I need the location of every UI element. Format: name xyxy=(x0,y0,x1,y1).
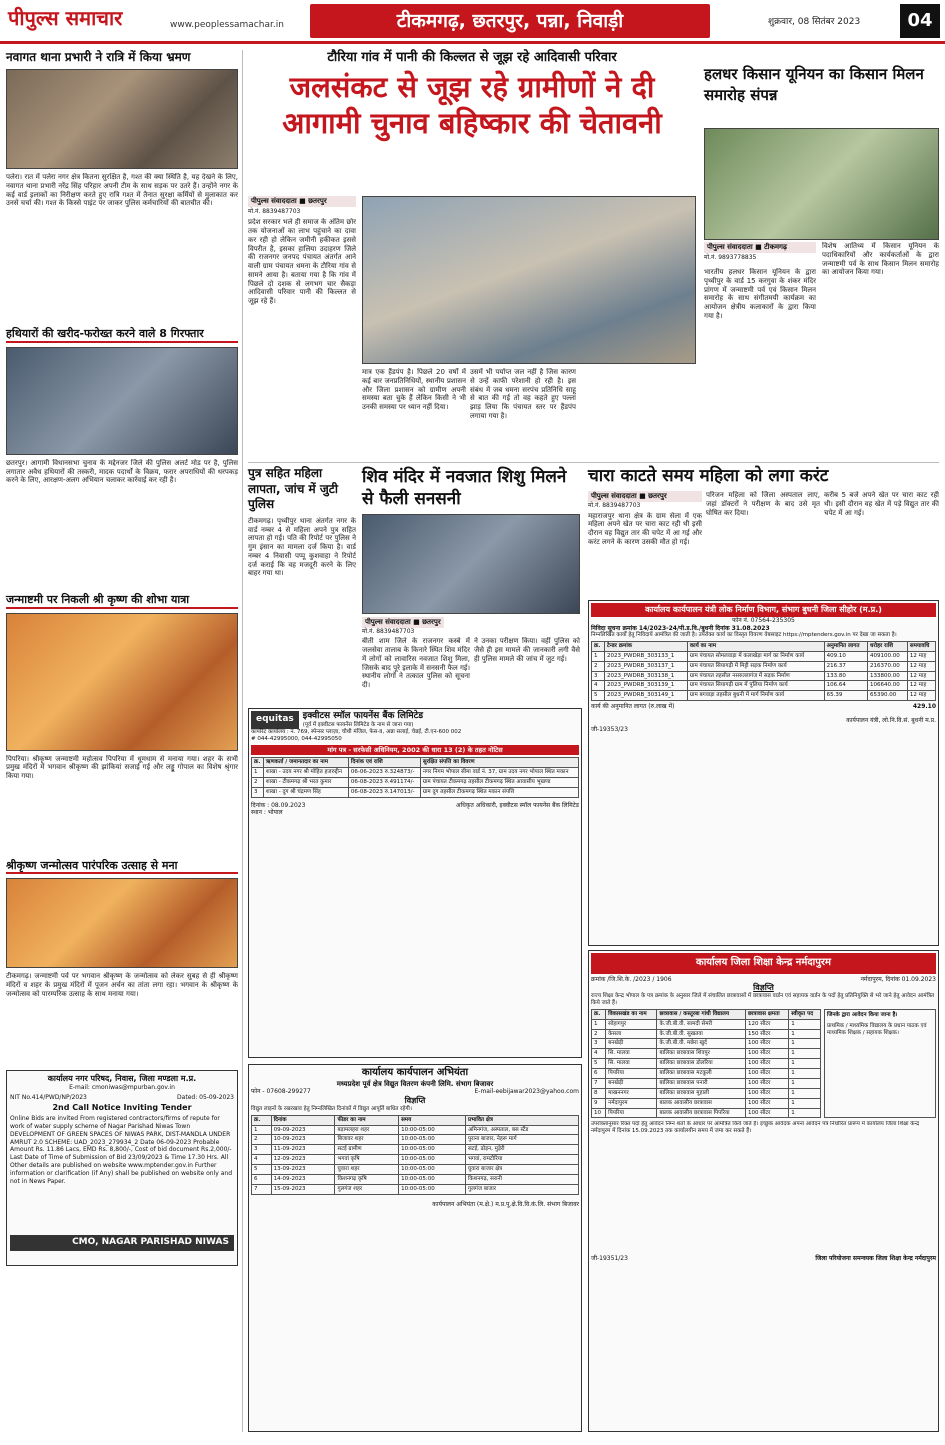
right-text-2: विशेष आतिथ्य में किसान यूनियन के पदाधिकारियों और कार्यकर्ताओं के द्वारा जन्माष्टमी पर्व के साथ किसान मिलन समारोह का आयोजन किया गया। xyxy=(822,242,939,277)
pwd-footer: जी-19353/23 xyxy=(591,726,628,734)
edu-table-cell: माखननगर xyxy=(606,1088,657,1098)
edu-table-cell: सि. मालवा xyxy=(606,1049,657,1059)
pwd-table-header-5: समयावधि xyxy=(907,641,935,651)
equitas-table-row xyxy=(252,767,579,777)
edu-table-cell: 150 सीटर xyxy=(746,1029,789,1039)
niwas-title: कार्यालय नगर परिषद, निवास, जिला मण्डला म.प्र. xyxy=(47,1074,197,1084)
edu-table-cell: बालिका छात्रावास शिवपुर xyxy=(657,1049,746,1059)
lead-text: प्रदेश सरकार भले ही समाज के अंतिम छोर तक योजनाओं का लाभ पहुंचाने का दावा कर रही हो लेकिन जमीनी हकीकत इससे विपरीत है, इसका हालिया उदाहरण जिले की राजनगर जनपद पंचायत अंतर्गत आने वाली ग्राम पंचायत धमना के टौरिया गांव से सामने आया है। बताया गया है कि गांव में पिछले दो दशक से लगभग चार सैकड़ा आदिवासी परिवार पानी की किल्लत से जूझ रहे हैं। xyxy=(248,218,356,305)
edu-table-cell: 120 सीटर xyxy=(746,1019,789,1029)
pwd-table-cell: 409100.00 xyxy=(868,651,908,661)
mpeb-table-cell: 15-09-2023 xyxy=(271,1184,335,1194)
niwas-sign: CMO, NAGAR PARISHAD NIWAS xyxy=(10,1235,234,1250)
edu-table-cell: 3 xyxy=(592,1039,606,1049)
niwas-nit: NIT No.414/PWD/NP/2023 xyxy=(10,1093,87,1101)
edu-table-cell: 1 xyxy=(592,1019,606,1029)
edu-table-cell: पिपरिया xyxy=(606,1069,657,1079)
left-column xyxy=(6,50,238,1432)
pwd-table-row xyxy=(592,691,936,701)
edu-date: नर्मदापुरम, दिनांक 01.09.2023 xyxy=(860,975,936,983)
edu-table-cell: 5 xyxy=(592,1059,606,1069)
pwd-table-cell: ग्राम पंचायत सियागढ़ी ग्राम में पुलिया निर्माण कार्य xyxy=(687,681,824,691)
mpeb-table-cell: किशनगढ़, सरानी xyxy=(465,1174,578,1184)
pwd-table-cell: 216.37 xyxy=(824,661,867,671)
pwd-table-cell: 2023_PWDRB_303149_1 xyxy=(604,691,687,701)
mpeb-table-header-2: फीडर का नाम xyxy=(335,1115,399,1125)
equitas-table-cell: नगर निगम भोपाल सीमा वार्ड नं. 37, ग्राम उदय नगर भोपाल स्थित मकान xyxy=(420,767,578,777)
mpeb-table-cell: 4 xyxy=(252,1155,272,1165)
pwd-table-cell: 12 माह xyxy=(907,671,935,681)
current-text-3: करीब 5 बजे अपने खेत पर चारा काट रही थी। इसी दौरान वह खेत में पड़े विद्युत तार की चपेट में आ गई। xyxy=(824,491,939,517)
current-text-2: परिजन महिला को जिला अस्पताल लाए, जहां डॉक्टरों ने परीक्षण के बाद उसे मृत घोषित कर दिया। xyxy=(706,491,820,517)
edu-table xyxy=(591,1009,821,1119)
current-text: महाराजपुर थाना क्षेत्र के ग्राम सेला में एक महिला अपने खेत पर चारा काट रही थी इसी दौरान वह विद्युत तार की चपेट में आ गई और करंट लगने के कारण उसकी मौत हो गई। xyxy=(588,511,702,546)
edu-eligible: प्राथमिक / माध्यमिक विद्यालय के प्रधान पाठक एवं माध्यमिक शिक्षक / सहायक शिक्षक। xyxy=(827,1022,927,1036)
niwas-body: Online Bids are invited From registered contractors/firms of repute for work of water supply scheme of Nagar Parishad Niwas Town DEVELOPMENT OF GREEN SPACES OF NIWAS PARK, DIST-MANDLA UNDER AMRUT 2.0 SCHEME: UAD_2023_279934_2 Date 06-09-2023 Probable Amount Rs. 11.86 Lacs, EMD Rs. 8,800/-, Cost of bid document Rs.2,000/- Last Date of Time of Submission of Bid 23/09/2023 & Time 17.30 Hrs. All Other details are published on website www.mptender.gov.in Further information or clarification (if Any) shall be published on website only and not in News Paper. xyxy=(10,1115,233,1185)
pwd-table-cell: 106.64 xyxy=(824,681,867,691)
mpeb-phone: फोन - 07608-299277 xyxy=(251,1088,311,1096)
current-byline: पीपुल्स संवाददाता ■ छतरपुर xyxy=(588,491,702,502)
edu-table-cell: 1 xyxy=(789,1078,821,1088)
edu-table-cell: 2 xyxy=(592,1029,606,1039)
edu-table-header-1: विकासखंड का नाम xyxy=(606,1009,657,1019)
current-mobile: मो.नं. 8839487703 xyxy=(588,502,641,509)
lead-text-3: उसमें भी पर्याप्त जल नहीं है जिस कारण से उन्हें काफी परेशानी हो रही है। इस संबंध में जब धमना सरपंच प्रतिनिधि साहू से बात की गई तो वह कहते हुए पल्ला झाड़ लिया कि पंचायत स्तर पर हैंडपंप लगाया गया है। xyxy=(470,368,576,420)
edu-table-cell: 1 xyxy=(789,1108,821,1118)
right-mobile: मो.नं. 9893778835 xyxy=(704,253,757,261)
story2-photo xyxy=(6,347,238,455)
mpeb-table-cell: 10:00-05:00 xyxy=(399,1155,466,1165)
lead-text-2: मात्र एक हैंडपंप है। पिछले 20 वर्षों में कई बार जनप्रतिनिधियों, स्थानीय प्रशासन और जिला प्रशासन को ग्रामीण अपनी समस्या बता चुके हैं लेकिन किसी ने भी उनकी समस्या पर ध्यान नहीं दिया। xyxy=(362,368,466,411)
mpeb-title: कार्यालय कार्यपालन अभियंता xyxy=(361,1067,469,1078)
edu-table-row xyxy=(592,1098,821,1108)
equitas-title: इक्वीटस स्मॉल फायनेंस बैंक लिमिटेड xyxy=(302,711,424,721)
story3-text: पिपरिया। श्रीकृष्ण जन्माष्टमी महोत्सव पिपरिया में धूमधाम से मनाया गया। शहर के सभी प्रमुख मंदिरों में भगवान श्रीकृष्ण की झांकियां सजाई गई और लड्डू गोपाल का विशेष श्रृंगार किया गया। xyxy=(6,754,238,780)
equitas-table-cell: 3 xyxy=(252,787,264,797)
equitas-section: मांग पत्र - सरफेसी अधिनियम, 2002 की धारा 13 (2) के तहत नोटिस xyxy=(251,745,579,755)
pwd-table-cell: 12 माह xyxy=(907,681,935,691)
pwd-table-cell: 133.80 xyxy=(824,671,867,681)
mpeb-table-cell: 09-09-2023 xyxy=(271,1125,335,1135)
mpeb-table-cell: 10:00-05:00 xyxy=(399,1135,466,1145)
shiv-photo xyxy=(362,514,580,614)
mpeb-table-cell: 10:00-05:00 xyxy=(399,1184,466,1194)
pwd-table-cell: 12 माह xyxy=(907,691,935,701)
story1-photo xyxy=(6,69,238,169)
edu-table-row xyxy=(592,1088,821,1098)
edu-table-cell: 1 xyxy=(789,1019,821,1029)
pwd-table-header-3: अनुमानित लागत xyxy=(824,641,867,651)
equitas-place: स्थान : भोपाल xyxy=(251,809,283,816)
missing-story xyxy=(248,466,356,695)
edu-table-cell: 1 xyxy=(789,1069,821,1079)
mpeb-table-cell: 10:00-05:00 xyxy=(399,1165,466,1175)
edu-table-cell: पिपरिया xyxy=(606,1108,657,1118)
edu-table-cell: 4 xyxy=(592,1049,606,1059)
mpeb-table-cell: अमिनगंज, अस्पताल, बस स्टैंड xyxy=(465,1125,578,1135)
mpeb-sub: मध्यप्रदेश पूर्व क्षेत्र विद्युत वितरण कंपनी लिमि. संभाग बिजावर xyxy=(336,1079,494,1088)
pwd-total-label: कार्य की अनुमानित लागत (रु.लाख में) xyxy=(591,703,675,711)
mpeb-table-cell: 13-09-2023 xyxy=(271,1165,335,1175)
edu-table-cell: 10 xyxy=(592,1108,606,1118)
lead-kicker: टौरिया गांव में पानी की किल्लत से जूझ रहे आदिवासी परिवार xyxy=(327,50,617,65)
pwd-title: कार्यालय कार्यपालन यंत्री लोक निर्माण विभाग, संभाग बुधनी जिला सीहोर (म.प्र.) xyxy=(591,603,936,617)
edu-table-cell: 1 xyxy=(789,1049,821,1059)
pwd-table-cell: 2023_PWDRB_303137_1 xyxy=(604,661,687,671)
edu-footer: जी-19351/23 xyxy=(591,1255,628,1263)
shiv-byline: पीपुल्स संवाददाता ■ छतरपुर xyxy=(362,617,444,628)
edu-table-row xyxy=(592,1019,821,1029)
edu-ad xyxy=(588,950,939,1432)
pwd-phone: फोन नं. 07564-235305 xyxy=(732,617,795,624)
masthead xyxy=(0,0,945,44)
pwd-table-row xyxy=(592,651,936,661)
pwd-table-cell: ग्राम बगवाड़ा तहसील बुधनी में मार्ग निर्माण कार्य xyxy=(687,691,824,701)
mpeb-table-cell: गुलगंज शहर xyxy=(335,1184,399,1194)
equitas-table-row xyxy=(252,787,579,797)
edu-table-cell: 1 xyxy=(789,1059,821,1069)
mpeb-table-row xyxy=(252,1174,579,1184)
shiv-mobile: मो.नं. 8839487703 xyxy=(362,627,415,635)
missing-text: टीकमगढ़। पृथ्वीपुर थाना अंतर्गत नगर के वार्ड नम्बर 4 से महिला अपने पुत्र सहित लापता हो गई। पति की रिपोर्ट पर पुलिस ने गुम इंसान का मामला दर्ज किया है। वार्ड नम्बर 4 निवासी पप्पू कुशवाहा ने रिपोर्ट दर्ज कराई कि वह मजदूरी करने के लिए बाहर गया था। xyxy=(248,516,356,578)
equitas-date: दिनांक : 08.09.2023 xyxy=(251,801,306,809)
mpeb-table-cell: 1 xyxy=(252,1125,272,1135)
pwd-table-cell: 133800.00 xyxy=(868,671,908,681)
niwas-tender-ad xyxy=(6,1070,238,1266)
mpeb-sign: कार्यपालन अभियंता (म.क्षे.) म.प्र.पू.क्षे.वि.वि.कं.लि. संभाग बिजावर xyxy=(432,1200,579,1208)
equitas-table-cell: 1 xyxy=(252,767,264,777)
edu-table-cell: 100 सीटर xyxy=(746,1078,789,1088)
edu-title: कार्यालय जिला शिक्षा केन्द्र नर्मदापुरम xyxy=(591,953,936,974)
edu-table-cell: बालक आवासीय छात्रावास पिपरिया xyxy=(657,1108,746,1118)
mpeb-table-cell: सटई, ढोड़न, मुड़ेरी xyxy=(465,1145,578,1155)
edu-table-cell: 1 xyxy=(789,1098,821,1108)
pwd-total: 429.10 xyxy=(912,703,936,711)
pwd-table-cell: 216370.00 xyxy=(868,661,908,671)
edu-table-cell: 100 सीटर xyxy=(746,1088,789,1098)
mpeb-table-row xyxy=(252,1145,579,1155)
edu-table-cell: बालिका छात्रावास पनारी xyxy=(657,1078,746,1088)
pwd-table-cell: ग्राम पंचायत सोमलवाड़ा में कलाखेड़ा मार्ग का निर्माण कार्य xyxy=(687,651,824,661)
right-story xyxy=(704,64,939,106)
edu-table-cell: 100 सीटर xyxy=(746,1108,789,1118)
mpeb-notice: विज्ञप्ति xyxy=(404,1095,426,1105)
edu-table-cell: सि. मालवा xyxy=(606,1059,657,1069)
pwd-table-cell: 2 xyxy=(592,661,605,671)
mpeb-table-cell: 5 xyxy=(252,1165,272,1175)
pwd-notice: निविदा सूचना क्रमांक 14/2023-24/पी.ड.वि./बुधनी दिनांक 31.08.2023 xyxy=(591,624,770,632)
edu-table-header-2: छात्रावास / कस्तूरबा गांधी विद्यालय xyxy=(657,1009,746,1019)
column-divider xyxy=(242,50,243,1432)
mpeb-table-cell: 3 xyxy=(252,1145,272,1155)
pwd-table-cell: 12 माह xyxy=(907,651,935,661)
edu-table-row xyxy=(592,1029,821,1039)
edu-sign: जिला परियोजना समन्वयक जिला शिक्षा केन्द्र नर्मदापुरम xyxy=(815,1255,936,1263)
mpeb-table-cell: 10:00-05:00 xyxy=(399,1145,466,1155)
mpeb-email[interactable]: E-mail-eebijawar2023@yahoo.com xyxy=(474,1088,579,1096)
edu-table-cell: नर्मदापुरम xyxy=(606,1098,657,1108)
edu-eligible-head: जिनके द्वारा आवेदन किया जाना है। xyxy=(827,1011,898,1018)
pwd-table-cell: 3 xyxy=(592,671,605,681)
edu-table-cell: 100 सीटर xyxy=(746,1098,789,1108)
mpeb-table xyxy=(251,1115,579,1195)
mpeb-table-row xyxy=(252,1155,579,1165)
edu-table-cell: बालिका छात्रावास मटकुली xyxy=(657,1069,746,1079)
mpeb-table-cell: भगवां कृषि xyxy=(335,1155,399,1165)
niwas-email[interactable]: E-mail: cmoniwas@mpurban.gov.in xyxy=(69,1084,175,1092)
equitas-ad xyxy=(248,708,582,1058)
pwd-table-header-1: टेन्डर क्रमांक xyxy=(604,641,687,651)
mpeb-table-cell: 10:00-05:00 xyxy=(399,1174,466,1184)
edu-table-cell: बालिका छात्रावास डोलरिया xyxy=(657,1059,746,1069)
mpeb-table-cell: घुवारा बाजार क्षेत्र xyxy=(465,1165,578,1175)
current-story xyxy=(588,466,939,575)
pwd-sign: कार्यपालन यंत्री, लो.नि.वि.सं. बुधनी म.प्र. xyxy=(846,716,936,724)
story1-text: पलेरा। रात में पलेरा नगर क्षेत्र कितना सुरक्षित है, गश्त की क्या स्थिति है, यह देखने के लिए, नवागत थाना प्रभारी नरेंद्र सिंह परिहार अपनी टीम के साथ सड़क पर उतरे हैं। उन्होंने नगर के कई वार्ड इलाकों का निरीक्षण करते हुए रात्रि गश्त में तैनात सुरक्षा कर्मियों से मुलाकात कर उनसे चर्चा की। गश्त के किस्से पाइंट पर जाकर पुलिस कर्मचारियों की बातचीत की। xyxy=(6,173,238,208)
pwd-table-cell: ग्राम पंचायत तहसील नसरुल्लागंज में सड़क निर्माण xyxy=(687,671,824,681)
pwd-table-row xyxy=(592,661,936,671)
lead-story xyxy=(248,50,696,141)
right-byline: पीपुल्स संवाददाता ■ टीकमगढ़ xyxy=(704,242,816,253)
lead-mobile: मो.नं. 8839487703 xyxy=(248,207,301,215)
pwd-tender-ad xyxy=(588,600,939,946)
equitas-table-header-1: ऋणकर्ता / जमानतदार का नाम xyxy=(263,758,348,768)
edu-table-row xyxy=(592,1108,821,1118)
edu-table-cell: सोहागपुर xyxy=(606,1019,657,1029)
edu-table-cell: बनखेड़ी xyxy=(606,1078,657,1088)
pwd-table-header-0: क्र. xyxy=(592,641,605,651)
story3-headline: जन्माष्टमी पर निकली श्री कृष्ण की शोभा यात्रा xyxy=(6,593,238,609)
edu-table-cell: 100 सीटर xyxy=(746,1039,789,1049)
mpeb-table-cell: 10-09-2023 xyxy=(271,1135,335,1145)
mpeb-table-row xyxy=(252,1125,579,1135)
edu-table-cell: बनखेड़ी xyxy=(606,1039,657,1049)
edu-table-row xyxy=(592,1059,821,1069)
edu-table-cell: 100 सीटर xyxy=(746,1069,789,1079)
pwd-table-cell: 409.10 xyxy=(824,651,867,661)
edu-table-cell: के.जी.बी.वी. सुखतवा xyxy=(657,1029,746,1039)
equitas-table-row xyxy=(252,777,579,787)
pwd-table-cell: 4 xyxy=(592,681,605,691)
mpeb-table-cell: गुलगंज बाजार xyxy=(465,1184,578,1194)
pwd-table-cell: 1 xyxy=(592,651,605,661)
edu-table-cell: बालक आवासीय छात्रावास xyxy=(657,1098,746,1108)
edu-table-cell: 7 xyxy=(592,1078,606,1088)
mpeb-table-cell: पुराना बाजार, नेहरू मार्ग xyxy=(465,1135,578,1145)
equitas-table-cell: 06-06-2023 रु.324873/- xyxy=(348,767,420,777)
equitas-table-header-3: सुरक्षित संपत्ति का विवरण xyxy=(420,758,578,768)
story4-photo xyxy=(6,878,238,968)
current-headline: चारा काटते समय महिला को लगा करंट xyxy=(588,466,829,486)
website-url[interactable]: www.peoplessamachar.in xyxy=(170,20,284,30)
mpeb-table-cell: 2 xyxy=(252,1135,272,1145)
pwd-table-cell: 12 माह xyxy=(907,661,935,671)
equitas-table-cell: 06-08-2023 रु.491174/- xyxy=(348,777,420,787)
lead-byline: पीपुल्स संवाददाता ■ छतरपुर xyxy=(248,196,356,207)
horizontal-divider xyxy=(248,462,939,463)
equitas-phone: # 044-42995000, 044-42995050 xyxy=(251,736,342,742)
edu-table-cell: 100 सीटर xyxy=(746,1049,789,1059)
edu-notice: विज्ञप्ति xyxy=(753,983,774,992)
pwd-table-cell: 2023_PWDRB_303138_1 xyxy=(604,671,687,681)
edu-table-cell: 100 सीटर xyxy=(746,1059,789,1069)
newspaper-logo: पीपुल्स समाचार xyxy=(8,6,123,30)
mpeb-table-cell: 12-09-2023 xyxy=(271,1155,335,1165)
edu-table-row xyxy=(592,1069,821,1079)
edu-table-cell: 8 xyxy=(592,1088,606,1098)
mpeb-table-header-4: प्रभावित क्षेत्र xyxy=(465,1115,578,1125)
lead-text-column xyxy=(248,196,356,458)
equitas-table xyxy=(251,757,579,798)
edu-ref: क्रमांक /जि.शि.के. /2023 / 1906 xyxy=(591,975,672,983)
pwd-table-cell: 65390.00 xyxy=(868,691,908,701)
lead-photo xyxy=(362,196,696,364)
mpeb-table-cell: घुवारा शहर xyxy=(335,1165,399,1175)
niwas-heading: 2nd Call Notice Inviting Tender xyxy=(52,1103,192,1113)
edu-intro: राज्य शिक्षा केन्द्र भोपाल के पत्र क्रमांक के अनुसार जिले में संचालित छात्रावासों में छात्रावास वार्डन एवं सहायक वार्डन के पदों हेतु प्रतिनियुक्ति से भरे जाने हेतु आवेदन आमंत्रित किये जाते हैं। xyxy=(591,993,935,1006)
pwd-table xyxy=(591,641,936,701)
equitas-table-cell: ग्राम पंचायत टीकमगढ़ तहसील टीकमगढ़ स्थित आवासीय भूखण्ड xyxy=(420,777,578,787)
equitas-logo: equitas xyxy=(251,711,299,728)
shiv-headline: शिव मंदिर में नवजात शिशु मिलने से फैली सनसनी xyxy=(362,467,567,510)
mpeb-table-header-3: समय xyxy=(399,1115,466,1125)
equitas-table-cell: 2 xyxy=(252,777,264,787)
missing-headline: पुत्र सहित महिला लापता, जांच में जुटी पुलिस xyxy=(248,466,338,512)
niwas-dated: Dated: 05-09-2023 xyxy=(177,1093,234,1101)
shiv-text: बीती शाम जिले के राजनगर कस्बे में जलसेवा तालाब के किनारे स्थित शिव मंदिर में लोगों को लावारिस नवजात शिशु मिला, जिसके बाद पूरे इलाके में सनसनी फैल गई। स्थानीय लोगों ने तत्काल पुलिस को सूचना दी। xyxy=(362,637,470,690)
pwd-table-cell: 106640.00 xyxy=(868,681,908,691)
mpeb-table-cell: 6 xyxy=(252,1174,272,1184)
equitas-table-header-2: दिनांक एवं राशि xyxy=(348,758,420,768)
story2-text: छतरपुर। आगामी विधानसभा चुनाव के मद्देनजर जिले की पुलिस अलर्ट मोड पर है, पुलिस लगातार अवैध हथियारों की तस्करी, मादक पदार्थों के विक्रय, फरार अपराधियों की धरपकड़ करने के लिए, आरक्षण-अलग अभियान चलाकर कार्रवाई कर रही है। xyxy=(6,458,238,485)
mpeb-table-header-0: क्र. xyxy=(252,1115,272,1125)
lead-headline: जलसंकट से जूझ रहे ग्रामीणों ने दी आगामी चुनाव बहिष्कार की चेतावनी xyxy=(282,70,662,140)
equitas-table-cell: ग्राम दुग तहसील टीकमगढ़ स्थित मकान संपत्ति xyxy=(420,787,578,797)
edu-table-cell: 6 xyxy=(592,1069,606,1079)
shiv-text-2: ने उनका परीक्षण किया। वहीं पुलिस को जैसे ही इस मामले की जानकारी लगी वैसे ही पुलिस मामले की जांच में जुट गई। xyxy=(474,637,580,663)
equitas-table-cell: शाखा - उदय नगर श्री मोहित हजरुद्दीन xyxy=(263,767,348,777)
equitas-sub: (पूर्व में इक्वीटस फायनेंस लिमिटेड के नाम से जाना गया) xyxy=(302,722,414,729)
edu-table-row xyxy=(592,1078,821,1088)
pwd-table-row xyxy=(592,671,936,681)
pwd-sub: निम्नलिखित कार्यों हेतु निविदायें आमंत्रित की जाती है। उपरोक्त कार्य का विस्तृत विवरण वेबसाइट https://mptenders.gov.in पर देखा जा सकता है। xyxy=(591,632,897,638)
edu-table-row xyxy=(592,1039,821,1049)
pwd-table-cell: 2023_PWDRB_303139_1 xyxy=(604,681,687,691)
mpeb-table-header-1: दिनांक xyxy=(271,1115,335,1125)
story4-text: टीकमगढ़। जन्माष्टमी पर्व पर भगवान श्रीकृष्ण के जन्मोत्सव को लेकर सुबह से ही श्रीकृष्ण मंदिरों व शहर के प्रमुख मंदिरों में पूजन अर्चन का तांता लगा रहा। भगवान के श्रीकृष्ण के जन्मोत्सव को पारम्परिक उत्साह के साथ मनाया गया। xyxy=(6,972,238,998)
equitas-table-cell: शाखा - दुग श्री चंद्रमण सिंह xyxy=(263,787,348,797)
right-byline-box xyxy=(704,242,816,261)
right-text: भारतीय हलधर किसान यूनियन के द्वारा पृथ्वीपुर के वार्ड 15 करगुवा के शंकर मंदिर प्रांगण में जन्माष्टमी पर्व एवं किसान मिलन समारोह के साथ संगीतमयी कार्यक्रम का आयोजन क्षेत्रीय कलाकारों के द्वारा किया गया है। xyxy=(704,268,816,320)
mpeb-table-cell: बिजावर शहर xyxy=(335,1135,399,1145)
pwd-table-cell: 65.39 xyxy=(824,691,867,701)
mpeb-table-cell: बड़ामलहरा शहर xyxy=(335,1125,399,1135)
story1-headline: नवागत थाना प्रभारी ने रात्रि में किया भ्रमण xyxy=(6,50,191,64)
edu-table-cell: बालिका छात्रावास मुहाली xyxy=(657,1088,746,1098)
pwd-table-header-4: धरोहर राशि xyxy=(868,641,908,651)
equitas-table-header-0: क्र. xyxy=(252,758,264,768)
page-number: 04 xyxy=(900,4,940,38)
edu-table-cell: 9 xyxy=(592,1098,606,1108)
mpeb-table-row xyxy=(252,1135,579,1145)
edu-table-header-0: क्र. xyxy=(592,1009,606,1019)
mpeb-intro: विद्युत लाइनों के रखरखाव हेतु निम्नलिखित दिनांकों में विद्युत आपूर्ति बाधित रहेगी। xyxy=(251,1105,412,1112)
pwd-table-header-2: कार्य का नाम xyxy=(687,641,824,651)
mpeb-table-row xyxy=(252,1165,579,1175)
mpeb-table-cell: 7 xyxy=(252,1184,272,1194)
equitas-table-cell: शाखा - टीकमगढ़ श्री भरत कुमार xyxy=(263,777,348,787)
equitas-sign: अधिकृत अधिकारी, इक्वीटस स्मॉल फायनेंस बैंक लिमिटेड xyxy=(455,801,579,809)
mpeb-table-cell: 11-09-2023 xyxy=(271,1145,335,1155)
pwd-table-cell: 5 xyxy=(592,691,605,701)
edu-table-cell: के.जी.बी.वी. मछेरा खुर्द xyxy=(657,1039,746,1049)
mpeb-table-cell: किशनगढ़ कृषि xyxy=(335,1174,399,1184)
story4-headline: श्रीकृष्ण जन्मोत्सव पारंपरिक उत्साह से मना xyxy=(6,859,238,875)
edu-table-header-4: स्वीकृत पद xyxy=(789,1009,821,1019)
story2-headline: हथियारों की खरीद-फरोख्त करने वाले 8 गिरफ्तार xyxy=(6,327,238,343)
edu-table-cell: केसला xyxy=(606,1029,657,1039)
pwd-table-row xyxy=(592,681,936,691)
edu-table-cell: 1 xyxy=(789,1029,821,1039)
equitas-address: कार्पोरेट कार्यालय : नं. 769, स्पेन्सर प्लाज़ा, चौथी मंजिल, फेस-II, अन्ना सलाई, चेन्नई, टी.एन-600 002 xyxy=(251,729,462,736)
mpeb-ad xyxy=(248,1064,582,1432)
edu-table-row xyxy=(592,1049,821,1059)
shiv-story xyxy=(362,466,580,699)
edu-table-cell: 1 xyxy=(789,1088,821,1098)
right-headline: हलधर किसान यूनियन का किसान मिलन समारोह संपन्न xyxy=(704,65,924,104)
pwd-table-cell: 2023_PWDRB_303133_1 xyxy=(604,651,687,661)
edu-body: उपरोक्तानुसार रिक्त पदों हेतु आवेदन निम्न शर्तों के आधार पर आमंत्रित किये जाते हैं। इच्छुक आवेदक अपना आवेदन पत्र निर्धारित प्रारूप में कार्यालय जिला शिक्षा केन्द्र नर्मदापुरम में दिनांक 15.09.2023 तक कार्यालयीन समय में जमा कर सकते हैं। xyxy=(591,1121,920,1135)
date-line: शुक्रवार, 08 सितंबर 2023 xyxy=(768,17,861,27)
mpeb-table-cell: सटई ग्रामीण xyxy=(335,1145,399,1155)
right-photo xyxy=(704,128,939,240)
mpeb-table-cell: 10:00-05:00 xyxy=(399,1125,466,1135)
pwd-table-cell: ग्राम पंचायत सियागढ़ी में मिट्टी सड़क निर्माण कार्य xyxy=(687,661,824,671)
edu-table-cell: के.जी.बी.वी. सामदी सेमरी xyxy=(657,1019,746,1029)
edu-table-header-3: छात्रावास क्षमता xyxy=(746,1009,789,1019)
edu-table-cell: 1 xyxy=(789,1039,821,1049)
mpeb-table-cell: 14-09-2023 xyxy=(271,1174,335,1184)
mpeb-table-cell: भगवां, रामटौरिया xyxy=(465,1155,578,1165)
equitas-table-cell: 06-08-2023 रु.147013/- xyxy=(348,787,420,797)
region-banner: टीकमगढ़, छतरपुर, पन्ना, निवाड़ी xyxy=(310,4,710,38)
story3-photo xyxy=(6,613,238,751)
mpeb-table-row xyxy=(252,1184,579,1194)
